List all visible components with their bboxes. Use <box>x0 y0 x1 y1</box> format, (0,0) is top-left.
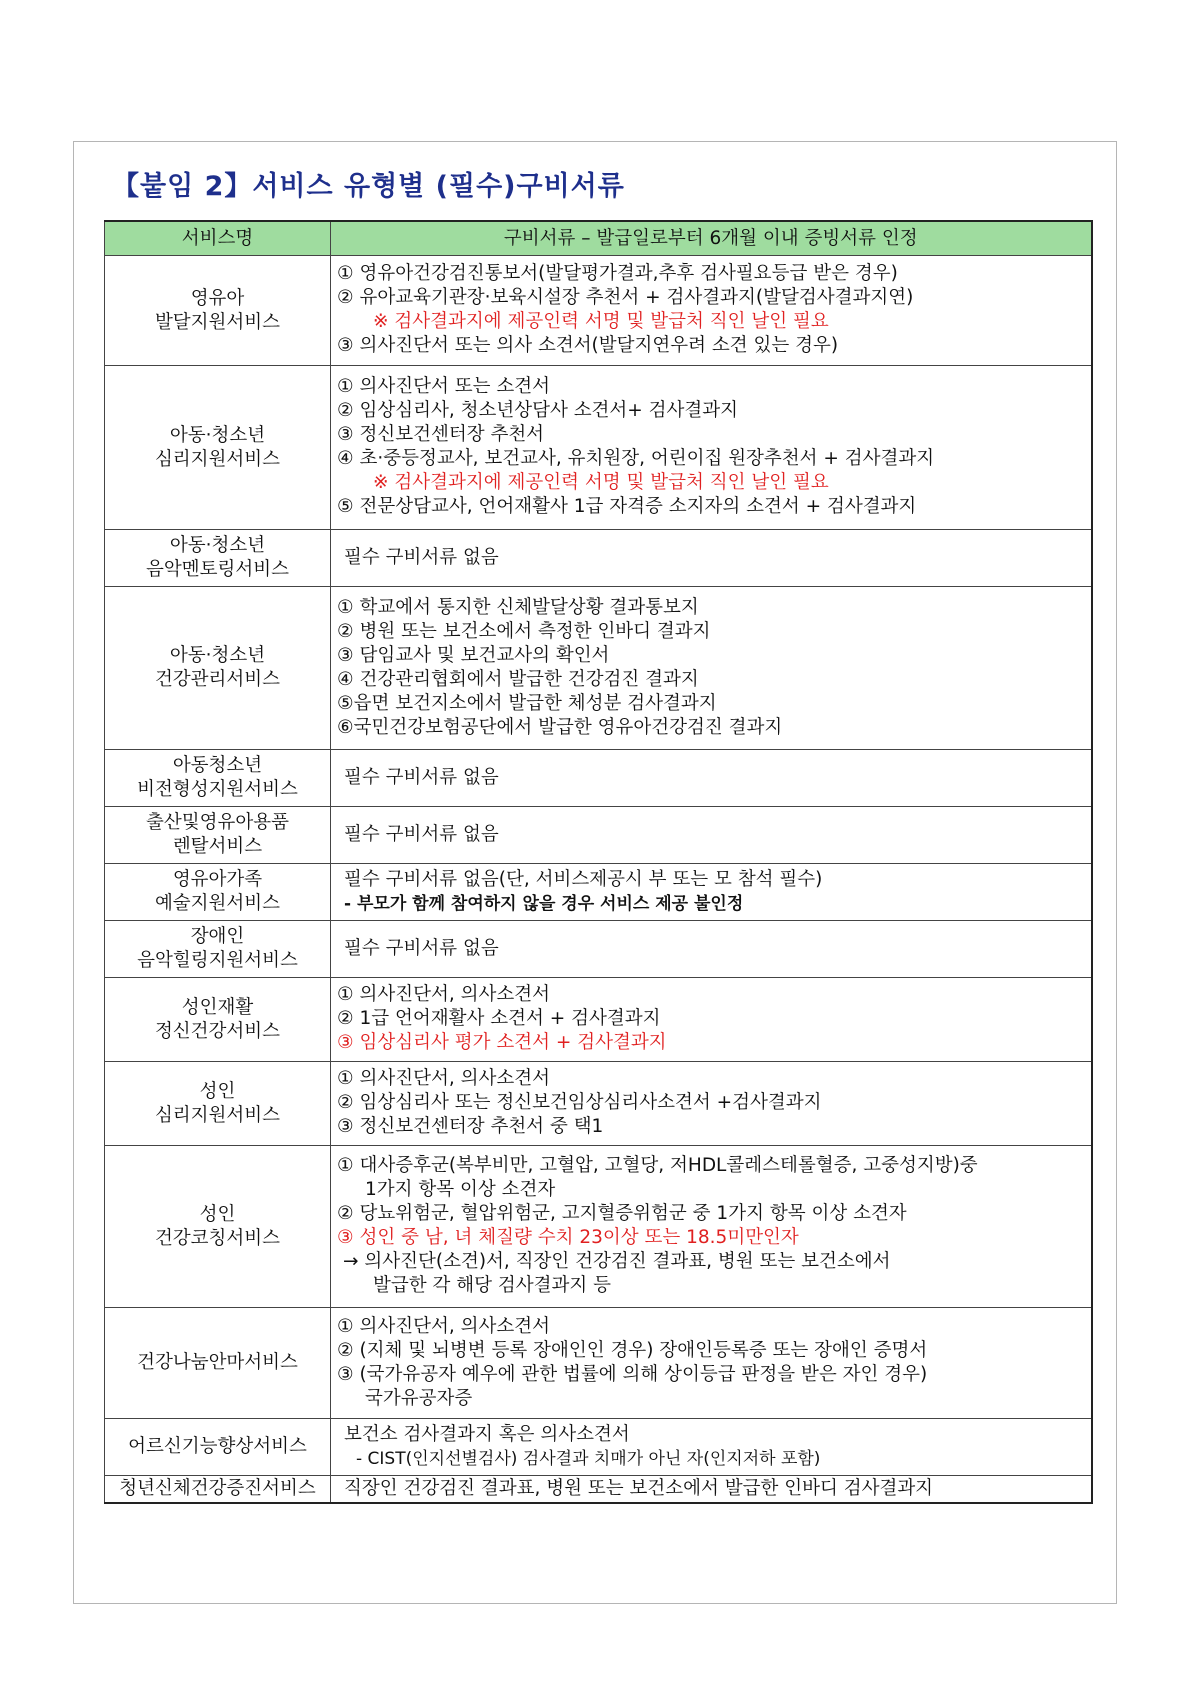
service-name <box>105 587 331 750</box>
table-row <box>105 530 1092 587</box>
required-documents-table <box>104 220 1093 1504</box>
service-name-line: 건강관리서비스 <box>154 669 281 690</box>
required-docs <box>331 1419 1092 1476</box>
service-name-line: 영유아가족 <box>172 869 263 890</box>
doc-item: ② 당뇨위험군, 혈압위험군, 고지혈증위험군 중 1가지 항목 이상 소견자 <box>337 1203 907 1224</box>
required-docs <box>331 978 1092 1062</box>
service-name-line: 음악멘토링서비스 <box>146 559 289 580</box>
required-docs <box>331 530 1092 587</box>
service-name-line: 예술지원서비스 <box>154 893 281 914</box>
required-docs <box>331 1062 1092 1146</box>
table-row <box>105 1476 1092 1503</box>
required-docs <box>331 256 1092 366</box>
doc-item: ② 유아교육기관장·보육시설장 추천서 + 검사결과지(발달검사결과지연) <box>337 287 914 308</box>
doc-item: ① 영유아건강검진통보서(발달평가결과,추후 검사필요등급 받은 경우) <box>337 263 898 284</box>
doc-item: ② 1급 언어재활사 소견서 + 검사결과지 <box>337 1008 661 1029</box>
required-docs <box>331 864 1092 921</box>
required-docs <box>331 366 1092 530</box>
service-name <box>105 256 331 366</box>
table-row <box>105 921 1092 978</box>
service-name-line: 아동청소년 <box>172 755 263 776</box>
service-name <box>105 807 331 864</box>
service-name-line: 출산및영유아용품 <box>146 812 289 833</box>
service-name-line: 건강나눔안마서비스 <box>137 1352 298 1373</box>
required-docs <box>331 750 1092 807</box>
doc-item: 필수 구비서류 없음(단, 서비스제공시 부 또는 모 참석 필수) <box>344 868 823 890</box>
table-row <box>105 1062 1092 1146</box>
doc-item: ③ 담임교사 및 보건교사의 확인서 <box>337 644 610 666</box>
doc-item: 필수 구비서류 없음 <box>344 766 499 788</box>
service-name-line: 영유아 <box>190 287 245 309</box>
doc-item: ③ 임상심리사 평가 소견서 + 검사결과지 <box>337 1032 667 1053</box>
service-name-line: 건강코칭서비스 <box>154 1227 281 1249</box>
service-name <box>105 1146 331 1308</box>
doc-item: ① 대사증후군(복부비만, 고혈압, 고혈당, 저HDL콜레스테롤혈증, 고중성지방)중 <box>337 1155 978 1176</box>
required-docs <box>331 1476 1092 1503</box>
doc-item: 직장인 건강검진 결과표, 병원 또는 보건소에서 발급한 인바디 검사결과지 <box>344 1477 934 1499</box>
doc-item: 필수 구비서류 없음 <box>344 937 499 959</box>
service-name-line: 음악힐링지원서비스 <box>137 950 298 971</box>
doc-item: ③ (국가유공자 예우에 관한 법률에 의해 상이등급 판정을 받은 자인 경우) <box>337 1363 928 1385</box>
required-docs <box>331 1308 1092 1419</box>
doc-note: → 의사진단(소견)서, 직장인 건강검진 결과표, 병원 또는 보건소에서 <box>343 1251 891 1272</box>
service-name-line: 청년신체건강증진서비스 <box>119 1477 316 1499</box>
doc-item: ② 임상심리사 또는 정신보건임상심리사소견서 +검사결과지 <box>337 1092 822 1113</box>
service-name-line: 발달지원서비스 <box>154 311 281 333</box>
service-name-line: 장애인 <box>190 926 245 947</box>
doc-note: ※ 검사결과지에 제공인력 서명 및 발급처 직인 날인 필요 <box>373 472 829 493</box>
doc-item: ⑤읍면 보건지소에서 발급한 체성분 검사결과지 <box>337 692 717 714</box>
table-row <box>105 864 1092 921</box>
document-title: 【붙임 2】서비스 유형별 (필수)구비서류 <box>112 171 625 202</box>
doc-item: ③ 의사진단서 또는 의사 소견서(발달지연우려 소견 있는 경우) <box>337 335 839 356</box>
service-name-line: 심리지원서비스 <box>154 1104 281 1126</box>
doc-item: 보건소 검사결과지 혹은 의사소견서 <box>344 1423 630 1445</box>
doc-item: ① 학교에서 통지한 신체발달상황 결과통보지 <box>337 596 699 618</box>
service-name <box>105 1419 331 1476</box>
service-name <box>105 1308 331 1419</box>
service-name <box>105 921 331 978</box>
required-docs <box>331 1146 1092 1308</box>
service-name-line: 아동·청소년 <box>169 645 266 666</box>
service-name <box>105 1476 331 1503</box>
service-name-line: 심리지원서비스 <box>154 448 281 470</box>
doc-note: ※ 검사결과지에 제공인력 서명 및 발급처 직인 날인 필요 <box>373 311 829 332</box>
doc-note: - CIST(인지선별검사) 검사결과 치매가 아닌 자(인지저하 포함) <box>356 1448 821 1469</box>
table-row <box>105 1419 1092 1476</box>
service-name-line: 비전형성지원서비스 <box>137 779 298 800</box>
header-required-docs: 구비서류 – 발급일로부터 6개월 이내 증빙서류 인정 <box>331 221 1092 256</box>
doc-item: ① 의사진단서, 의사소견서 <box>337 1315 550 1337</box>
table-row <box>105 750 1092 807</box>
service-name-line: 성인 <box>199 1080 236 1102</box>
table-row <box>105 807 1092 864</box>
service-name-line: 성인재활 <box>181 996 254 1018</box>
doc-item-continued: 1가지 항목 이상 소견자 <box>365 1179 556 1200</box>
doc-item: 필수 구비서류 없음 <box>344 823 499 845</box>
doc-note: - 부모가 함께 참여하지 않을 경우 서비스 제공 불인정 <box>344 893 744 914</box>
doc-item: ① 의사진단서, 의사소견서 <box>337 984 550 1005</box>
table-row <box>105 1308 1092 1419</box>
service-name-line: 어르신기능향상서비스 <box>128 1436 307 1457</box>
service-name <box>105 864 331 921</box>
service-name-line: 렌탈서비스 <box>172 836 263 857</box>
doc-item: ③ 정신보건센터장 추천서 중 택1 <box>337 1116 604 1137</box>
table-row <box>105 256 1092 366</box>
table-row <box>105 587 1092 750</box>
service-name-line: 정신건강서비스 <box>154 1020 281 1042</box>
service-name <box>105 750 331 807</box>
doc-item: ③ 성인 중 남, 녀 체질량 수치 23이상 또는 18.5미만인자 <box>337 1227 799 1248</box>
doc-item: ① 의사진단서, 의사소견서 <box>337 1068 550 1089</box>
doc-item: ① 의사진단서 또는 소견서 <box>337 376 550 397</box>
service-name-line: 성인 <box>199 1203 236 1225</box>
table-row <box>105 1146 1092 1308</box>
table-header-row <box>105 221 1092 256</box>
doc-item: ② 임상심리사, 청소년상담사 소견서+ 검사결과지 <box>337 400 739 421</box>
service-name <box>105 530 331 587</box>
table-row <box>105 366 1092 530</box>
header-service-name: 서비스명 <box>105 221 331 256</box>
doc-item: 필수 구비서류 없음 <box>344 546 499 568</box>
doc-item: ④ 초·중등정교사, 보건교사, 유치원장, 어린이집 원장추천서 + 검사결과지 <box>337 448 935 469</box>
service-name <box>105 978 331 1062</box>
required-docs <box>331 587 1092 750</box>
doc-note-continued: 발급한 각 해당 검사결과지 등 <box>373 1275 611 1296</box>
required-docs <box>331 807 1092 864</box>
doc-item: ④ 건강관리협회에서 발급한 건강검진 결과지 <box>337 668 699 690</box>
doc-item: ② 병원 또는 보건소에서 측정한 인바디 결과지 <box>337 620 711 642</box>
required-docs <box>331 921 1092 978</box>
doc-item: ② (지체 및 뇌병변 등록 장애인인 경우) 장애인등록증 또는 장애인 증명서 <box>337 1339 928 1361</box>
table-row <box>105 978 1092 1062</box>
doc-item: ⑤ 전문상담교사, 언어재활사 1급 자격증 소지자의 소견서 + 검사결과지 <box>337 496 917 517</box>
service-name <box>105 1062 331 1146</box>
doc-item: ⑥국민건강보험공단에서 발급한 영유아건강검진 결과지 <box>337 716 783 738</box>
doc-item-continued: 국가유공자증 <box>365 1387 473 1409</box>
doc-item: ③ 정신보건센터장 추천서 <box>337 424 545 445</box>
service-name <box>105 366 331 530</box>
service-name-line: 아동·청소년 <box>169 424 266 446</box>
service-name-line: 아동·청소년 <box>169 535 266 556</box>
